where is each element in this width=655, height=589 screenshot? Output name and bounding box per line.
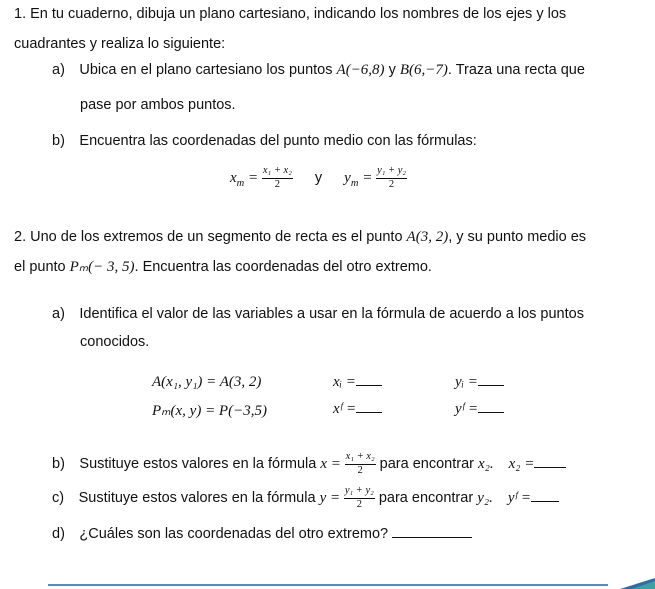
q2-line1-suffix: , y su punto medio es — [448, 229, 587, 245]
q2-c-target: y₂ — [477, 489, 490, 506]
q2-c-line — [52, 486, 559, 510]
blank-yf-answer[interactable] — [531, 501, 559, 502]
q2-point-pm: Pₘ(− 3, 5) — [69, 259, 135, 275]
q2-d-text: d) ¿Cuáles son las coordenadas del otro extremo? — [52, 526, 389, 542]
q2-b-answer: . x₂ = — [489, 455, 535, 472]
table-row-1-point: A(x₁, y₁) = A(3, 2) — [152, 374, 262, 390]
q2-a-line2: conocidos. — [80, 334, 150, 350]
point-a: A(−6,8) — [336, 62, 385, 78]
point-b: B(6,−7) — [399, 62, 448, 78]
q1-b-text: b) Encuentra las coordenadas del punto medio con las fórmulas: — [52, 133, 477, 149]
formula-y-word: y — [314, 169, 323, 186]
table-row-1-x: xᵢ = — [333, 374, 382, 391]
q1-a-y: y — [384, 62, 400, 78]
blank-xi[interactable] — [356, 385, 382, 386]
q2-d-line — [52, 526, 472, 542]
q2-line2 — [14, 257, 432, 276]
q2-b-mid: para encontrar — [375, 455, 478, 472]
q2-c-var: y = — [319, 489, 344, 506]
x-fraction: $\frac{\text{x₁ + x₂}}{2}$ — [262, 165, 292, 190]
q2-b-var: x = — [320, 455, 345, 472]
q2-c-mid: para encontrar — [374, 489, 478, 506]
q1-a-suffix: . Traza una recta que — [447, 62, 585, 78]
blank-xf[interactable] — [356, 412, 382, 413]
xm-label: $x_m$ — [230, 169, 245, 189]
blank-yf[interactable] — [478, 412, 504, 413]
y-fraction: $\frac{\text{y₁ + y₂}}{2}$ — [377, 165, 407, 190]
table-row-2-x: xᶠ = — [333, 401, 382, 418]
q2-line1-prefix: 2. Uno de los extremos de un segmento de recta es el punto — [14, 229, 407, 245]
table-row-2-y: yᶠ = — [455, 401, 504, 418]
q2-b-line — [52, 452, 566, 476]
table-row-1-y: yᵢ = — [455, 374, 504, 391]
q2-point-a: A(3, 2) — [406, 229, 449, 245]
footer-divider — [48, 584, 608, 586]
q1-line1: 1. En tu cuaderno, dibuja un plano cartesiano, indicando los nombres de los ejes y los — [14, 6, 567, 22]
q2-a-line1: a) Identifica el valor de las variables a usar en la fórmula de acuerdo a los puntos — [52, 306, 584, 322]
q2-c-prefix: c) Sustituye estos valores en la fórmula — [52, 489, 320, 506]
q1-a-line2: pase por ambos puntos. — [80, 97, 236, 113]
q2-line2-suffix: . Encuentra las coordenadas del otro extremo. — [134, 259, 432, 275]
q2-c-answer: . yᶠ = — [489, 489, 531, 506]
q1-a-line1 — [52, 62, 585, 79]
equals: = — [358, 169, 377, 186]
corner-decoration — [620, 578, 655, 589]
blank-x2[interactable] — [534, 467, 566, 468]
blank-coordinates[interactable] — [392, 537, 472, 538]
ym-label: $y_m$ — [344, 169, 359, 189]
q2-c-fraction: $\frac{\text{y₁ + y₂}}{2}$ — [344, 485, 374, 510]
midpoint-formula — [230, 166, 407, 190]
q2-b-fraction: $\frac{\text{x₁ + x₂}}{2}$ — [345, 451, 375, 476]
q1-line2: cuadrantes y realiza lo siguiente: — [14, 36, 226, 52]
table-row-2-point: Pₘ(x, y) = P(−3,5) — [152, 403, 267, 419]
blank-yi[interactable] — [478, 385, 504, 386]
q2-line1 — [14, 229, 586, 246]
equals: = — [244, 169, 262, 186]
q2-line2-prefix: el punto — [14, 259, 70, 275]
q2-b-target: x₂ — [478, 455, 490, 472]
q2-b-prefix: b) Sustituye estos valores en la fórmula — [52, 455, 321, 472]
q1-a-prefix: a) Ubica en el plano cartesiano los puntos — [52, 62, 337, 78]
